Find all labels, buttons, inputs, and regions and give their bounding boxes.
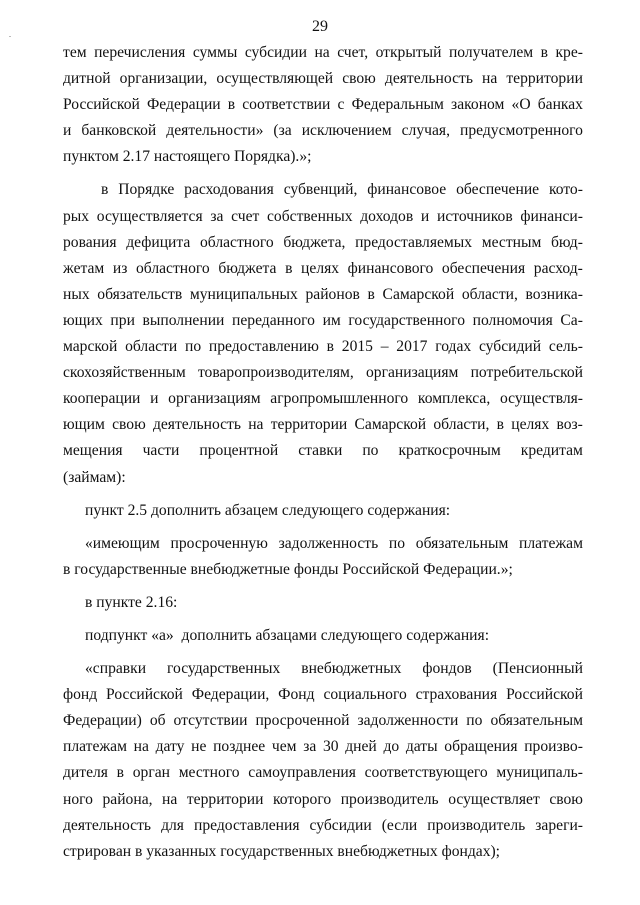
- word: территории: [186, 790, 264, 808]
- word: ных: [63, 285, 90, 303]
- paragraph-gap: [63, 524, 583, 531]
- word: осуществля-: [499, 390, 583, 408]
- document-body: [63, 40, 583, 865]
- word: организациям: [365, 364, 459, 382]
- word: в: [116, 764, 125, 782]
- word: полномочия: [472, 311, 553, 329]
- word: производитель: [427, 816, 526, 834]
- word: краткосрочным: [398, 442, 501, 460]
- margin-mark: [9, 36, 11, 37]
- word: процентной: [199, 442, 279, 460]
- word: кооперации: [63, 390, 141, 408]
- word: годах: [435, 338, 472, 356]
- word: осуществляет: [448, 790, 540, 808]
- word: производитель: [340, 790, 439, 808]
- word: обязательным: [490, 712, 583, 730]
- word: «имеющим: [85, 534, 160, 552]
- word: фондов: [422, 660, 472, 678]
- paragraph: [63, 590, 583, 616]
- word: соответствующего: [364, 764, 488, 782]
- word: законом: [451, 96, 505, 114]
- word: просроченной: [255, 712, 350, 730]
- word: товаропроизводителям,: [197, 364, 354, 382]
- paragraph: [63, 531, 583, 583]
- word: субсидий: [478, 338, 542, 356]
- word: кото-: [548, 181, 583, 199]
- word: (если: [381, 816, 418, 834]
- word: об: [149, 712, 166, 730]
- word: счет: [231, 207, 260, 225]
- word: субсидии: [309, 816, 372, 834]
- word: соответствии: [242, 96, 331, 114]
- word: для: [161, 816, 184, 834]
- word: доходов: [360, 207, 414, 225]
- word: самоуправления: [248, 764, 356, 782]
- word: Федерации): [63, 712, 142, 730]
- text-line: [63, 308, 583, 334]
- word: марской: [63, 338, 118, 356]
- word: комплекса,: [417, 390, 491, 408]
- text-line: подпункт «а» дополнить абзацами следующего содержания:: [85, 626, 490, 644]
- word: целях: [511, 416, 550, 434]
- word: деятельность: [152, 416, 241, 434]
- word: не: [191, 738, 207, 756]
- text-line: [63, 708, 583, 734]
- word: области,: [461, 285, 518, 303]
- text-line: пунктом 2.17 настоящего Порядка).»;: [63, 148, 312, 166]
- word: бюд-: [551, 233, 583, 251]
- word: задолженности: [357, 712, 459, 730]
- word: расход-: [533, 259, 583, 277]
- word: 30: [322, 738, 339, 756]
- word: свою: [112, 416, 146, 434]
- word: муниципаль-: [496, 764, 583, 782]
- word: ющих: [63, 311, 103, 329]
- word: районов: [305, 285, 360, 303]
- word: кре-: [555, 44, 583, 61]
- word: организации,: [119, 70, 208, 88]
- text-line: [63, 438, 583, 464]
- word: (Пенсионный: [492, 660, 583, 678]
- word: агропромышленного: [270, 390, 409, 408]
- word: Российской: [506, 686, 583, 704]
- word: местным: [481, 233, 542, 251]
- text-line: [63, 412, 583, 438]
- word: в: [496, 416, 504, 434]
- paragraph-gap: [63, 491, 583, 498]
- word: Фонд: [278, 686, 315, 704]
- word: части: [142, 442, 180, 460]
- word: фонд: [63, 686, 98, 704]
- word: деятельность: [63, 816, 152, 834]
- word: ного: [63, 790, 93, 808]
- text-line: [63, 256, 583, 282]
- word: с: [337, 96, 345, 114]
- word: свою: [549, 790, 583, 808]
- paragraph: [63, 40, 583, 170]
- word: чем: [271, 738, 297, 756]
- word: муниципальных: [189, 285, 298, 303]
- word: субсидии: [244, 44, 307, 61]
- word: предоставления: [193, 816, 300, 834]
- word: Российской: [63, 96, 140, 114]
- text-line: (займам):: [63, 468, 126, 486]
- word: обязательств: [97, 285, 183, 303]
- word: воз-: [556, 416, 583, 434]
- word: банковской: [81, 122, 157, 140]
- word: территории: [270, 416, 348, 434]
- paragraph-gap: [63, 649, 583, 656]
- word: «справки: [85, 660, 147, 678]
- text-line: [63, 656, 583, 682]
- word: выполнении: [142, 311, 225, 329]
- paragraph: [63, 656, 583, 865]
- word: исключением: [301, 122, 392, 140]
- word: по: [184, 338, 202, 356]
- word: государственного: [348, 311, 465, 329]
- word: по: [466, 712, 483, 730]
- word: финансовое: [367, 181, 447, 199]
- word: дителя: [63, 764, 108, 782]
- text-line: [63, 360, 583, 386]
- word: при: [110, 311, 135, 329]
- word: позднее: [213, 738, 266, 756]
- word: областного: [199, 233, 274, 251]
- word: платежам: [63, 738, 127, 756]
- word: просроченную: [170, 534, 268, 552]
- word: в: [540, 44, 548, 61]
- word: в: [227, 96, 236, 114]
- word: предоставляемых: [355, 233, 473, 251]
- word: кредитам: [520, 442, 583, 460]
- text-line: [63, 386, 583, 412]
- word: мещения: [63, 442, 123, 460]
- word: на: [248, 416, 264, 434]
- word: произво-: [524, 738, 583, 756]
- word: дитной: [63, 70, 111, 88]
- text-line: [63, 204, 583, 230]
- word: территории: [506, 70, 583, 88]
- paragraph-gap: [63, 583, 583, 590]
- word: жетам: [63, 259, 105, 277]
- word: потребительской: [470, 364, 583, 382]
- word: области: [125, 338, 178, 356]
- word: Федерации: [146, 96, 221, 114]
- word: расходования: [184, 181, 274, 199]
- word: целях: [301, 259, 340, 277]
- word: и: [420, 207, 430, 225]
- text-line: [63, 66, 583, 92]
- word: бюджета,: [283, 233, 346, 251]
- text-line: [63, 92, 583, 118]
- word: дату: [155, 738, 185, 756]
- word: на: [133, 738, 149, 756]
- word: обязательным: [415, 534, 509, 552]
- word: свою: [342, 70, 376, 88]
- word: внебюджетных: [301, 660, 402, 678]
- text-line: [63, 787, 583, 813]
- word: из: [112, 259, 128, 277]
- word: в: [367, 285, 375, 303]
- word: банках: [537, 96, 583, 114]
- word: Порядке: [118, 181, 175, 199]
- word: социального: [323, 686, 407, 704]
- word: ставки: [298, 442, 343, 460]
- word: предоставлению: [208, 338, 319, 356]
- word: деятельности»: [166, 122, 264, 140]
- word: субвенций,: [283, 181, 358, 199]
- text-line: [63, 282, 583, 308]
- word: и: [63, 122, 72, 140]
- word: отсутствии: [173, 712, 248, 730]
- word: осуществляется: [96, 207, 203, 225]
- page-number: 29: [312, 18, 328, 35]
- text-line: [63, 334, 583, 360]
- word: и: [150, 390, 159, 408]
- word: (за: [273, 122, 292, 140]
- word: до: [383, 738, 400, 756]
- word: на: [162, 790, 178, 808]
- word: Российской: [106, 686, 183, 704]
- word: суммы: [192, 44, 238, 61]
- word: в: [326, 338, 335, 356]
- word: страхования: [415, 686, 498, 704]
- word: которого: [272, 790, 332, 808]
- word: дефицита: [126, 233, 191, 251]
- word: бюджета: [218, 259, 277, 277]
- word: тем: [63, 44, 87, 61]
- word: обращения: [444, 738, 518, 756]
- word: обеспечения: [441, 259, 526, 277]
- word: 2017: [396, 338, 428, 356]
- text-line: в государственные внебюджетные фонды Российской Федерации.»;: [63, 560, 513, 578]
- word: собственных: [267, 207, 353, 225]
- word: области,: [433, 416, 490, 434]
- word: местного: [178, 764, 240, 782]
- word: случая,: [401, 122, 450, 140]
- text-line: [63, 813, 583, 839]
- word: финанси-: [520, 207, 583, 225]
- word: зареги-: [535, 816, 583, 834]
- paragraph: [63, 498, 583, 524]
- word: задолженность: [278, 534, 379, 552]
- word: ющим: [63, 416, 105, 434]
- word: в: [101, 181, 109, 199]
- word: «О: [511, 96, 531, 114]
- paragraph-gap: [63, 616, 583, 623]
- word: областного: [136, 259, 210, 277]
- word: Федерации,: [191, 686, 270, 704]
- word: источников: [436, 207, 513, 225]
- word: района,: [102, 790, 153, 808]
- word: осуществляющей: [216, 70, 334, 88]
- text-line: [63, 682, 583, 708]
- word: деятельность: [384, 70, 473, 88]
- word: государственных: [167, 660, 281, 678]
- text-line: [63, 230, 583, 256]
- word: сель-: [548, 338, 583, 356]
- word: переданного: [232, 311, 315, 329]
- word: счет,: [337, 44, 369, 61]
- word: Са-: [560, 311, 583, 329]
- word: орган: [132, 764, 170, 782]
- text-line: [63, 531, 583, 557]
- word: за: [210, 207, 224, 225]
- text-line: [63, 40, 583, 66]
- text-line: стрирован в указанных государственных внебюджетных фондах);: [63, 842, 501, 860]
- word: рых: [63, 207, 90, 225]
- text-line: [63, 760, 583, 786]
- word: организациям: [168, 390, 261, 408]
- word: Федеральным: [351, 96, 444, 114]
- word: предусмотренного: [460, 122, 583, 140]
- paragraph: [63, 623, 583, 649]
- paragraph-gap: [63, 170, 583, 177]
- word: рования: [63, 233, 117, 251]
- word: даты: [405, 738, 438, 756]
- word: на: [482, 70, 498, 88]
- word: Самарской: [382, 285, 455, 303]
- word: 2015: [341, 338, 373, 356]
- word: финансового: [347, 259, 434, 277]
- text-line: пункт 2.5 дополнить абзацем следующего содержания:: [85, 501, 451, 519]
- word: Самарской: [354, 416, 427, 434]
- word: скохозяйственным: [63, 364, 186, 382]
- paragraph: [63, 177, 583, 490]
- word: открытый: [375, 44, 442, 61]
- word: дней: [345, 738, 377, 756]
- word: –: [380, 338, 389, 356]
- text-line: [63, 177, 583, 203]
- word: по: [388, 534, 406, 552]
- text-line: [63, 734, 583, 760]
- word: платежам: [519, 534, 583, 552]
- word: на: [314, 44, 330, 61]
- word: по: [362, 442, 379, 460]
- text-line: в пункте 2.16:: [85, 593, 178, 611]
- word: им: [322, 311, 341, 329]
- word: получателем: [448, 44, 534, 61]
- text-line: [63, 118, 583, 144]
- word: за: [303, 738, 317, 756]
- word: перечисления: [94, 44, 186, 61]
- word: обеспечение: [456, 181, 540, 199]
- word: возника-: [525, 285, 583, 303]
- word: в: [285, 259, 293, 277]
